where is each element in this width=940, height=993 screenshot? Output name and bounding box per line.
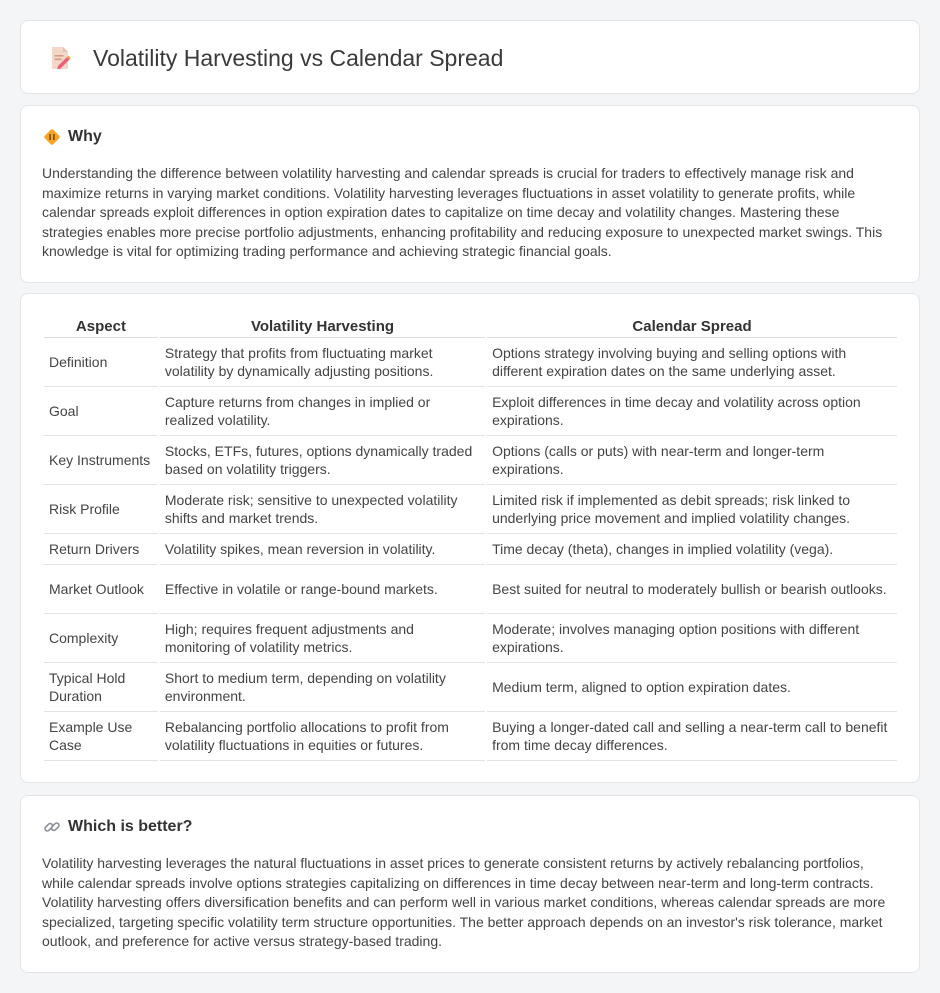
why-section — [20, 105, 920, 283]
better-text: Volatility harvesting leverages the natural fluctuations in asset prices to generate consistent returns by actively rebalancing portfolios, while calendar spreads involve options strategies capitalizing on differences in time decay between near-term and long-term contracts. Volatility harvesting offers diversification benefits and can perform well in various market conditions, whereas calendar spreads are more specialized, targeting specific volatility term structure opportunities. The better approach depends on an investor's risk tolerance, market outlook, and preference for active versus strategy-based trading. — [42, 855, 886, 949]
aspect-cell: Key Instruments — [44, 436, 158, 485]
table-header-row — [44, 316, 897, 338]
table-row — [44, 565, 897, 614]
calendar-spread-cell: Limited risk if implemented as debit spreads; risk linked to underlying price movement and implied volatility changes. — [487, 485, 897, 534]
better-heading — [43, 818, 192, 836]
volatility-harvesting-cell: Effective in volatile or range-bound markets. — [160, 565, 485, 614]
table-row — [44, 387, 897, 436]
volatility-harvesting-cell: Moderate risk; sensitive to unexpected volatility shifts and market trends. — [160, 485, 485, 534]
better-heading-label: Which is better? — [68, 818, 193, 835]
header-aspect: Aspect — [44, 316, 158, 338]
table-row — [44, 614, 897, 663]
aspect-cell: Example Use Case — [44, 712, 158, 761]
volatility-harvesting-cell: High; requires frequent adjustments and monitoring of volatility metrics. — [160, 614, 485, 663]
page-title: Volatility Harvesting vs Calendar Spread — [93, 45, 504, 71]
aspect-cell: Risk Profile — [44, 485, 158, 534]
volatility-harvesting-cell: Volatility spikes, mean reversion in volatility. — [160, 534, 485, 565]
why-heading — [43, 128, 102, 146]
table-row — [44, 485, 897, 534]
aspect-cell: Definition — [44, 338, 158, 387]
header-calendar-spread: Calendar Spread — [487, 316, 897, 338]
comparison-table — [42, 316, 899, 761]
calendar-spread-cell: Options (calls or puts) with near-term and longer-term expirations. — [487, 436, 897, 485]
table-row — [44, 712, 897, 761]
volatility-harvesting-cell: Capture returns from changes in implied or realized volatility. — [160, 387, 485, 436]
table-row — [44, 338, 897, 387]
calendar-spread-cell: Options strategy involving buying and selling options with different expiration dates on the same underlying asset. — [487, 338, 897, 387]
calendar-spread-cell: Buying a longer-dated call and selling a near-term call to benefit from time decay differences. — [487, 712, 897, 761]
calendar-spread-cell: Moderate; involves managing option positions with different expirations. — [487, 614, 897, 663]
which-is-better-section — [20, 795, 920, 973]
volatility-harvesting-cell: Strategy that profits from fluctuating market volatility by dynamically adjusting positions. — [160, 338, 485, 387]
aspect-cell: Typical Hold Duration — [44, 663, 158, 712]
calendar-spread-cell: Time decay (theta), changes in implied volatility (vega). — [487, 534, 897, 565]
why-heading-label: Why — [68, 128, 102, 145]
why-text: Understanding the difference between volatility harvesting and calendar spreads is crucial for traders to effectively manage risk and maximize returns in varying market conditions. Volatility harvesting leverages fluctuations in asset volatility to generate profits, while calendar spreads exploit differences in option expiration dates to capitalize on time decay and volatility changes. Mastering these strategies enables more precise portfolio adjustments, enhancing profitability and reducing exposure to unexpected market swings. This knowledge is vital for optimizing trading performance and achieving strategic financial goals. — [42, 165, 883, 259]
table-row — [44, 436, 897, 485]
volatility-harvesting-cell: Rebalancing portfolio allocations to profit from volatility fluctuations in equities or futures. — [160, 712, 485, 761]
table-row — [44, 534, 897, 565]
calendar-spread-cell: Medium term, aligned to option expiration dates. — [487, 663, 897, 712]
title-card — [20, 20, 920, 94]
diamond-sign-icon — [43, 128, 61, 146]
table-row — [44, 663, 897, 712]
aspect-cell: Goal — [44, 387, 158, 436]
header-volatility-harvesting: Volatility Harvesting — [160, 316, 485, 338]
aspect-cell: Return Drivers — [44, 534, 158, 565]
link-icon — [43, 818, 61, 836]
aspect-cell: Market Outlook — [44, 565, 158, 614]
volatility-harvesting-cell: Short to medium term, depending on volatility environment. — [160, 663, 485, 712]
aspect-cell: Complexity — [44, 614, 158, 663]
volatility-harvesting-cell: Stocks, ETFs, futures, options dynamically traded based on volatility triggers. — [160, 436, 485, 485]
calendar-spread-cell: Best suited for neutral to moderately bullish or bearish outlooks. — [487, 565, 897, 614]
document-edit-icon — [47, 45, 73, 71]
comparison-table-card — [20, 293, 920, 783]
calendar-spread-cell: Exploit differences in time decay and volatility across option expirations. — [487, 387, 897, 436]
